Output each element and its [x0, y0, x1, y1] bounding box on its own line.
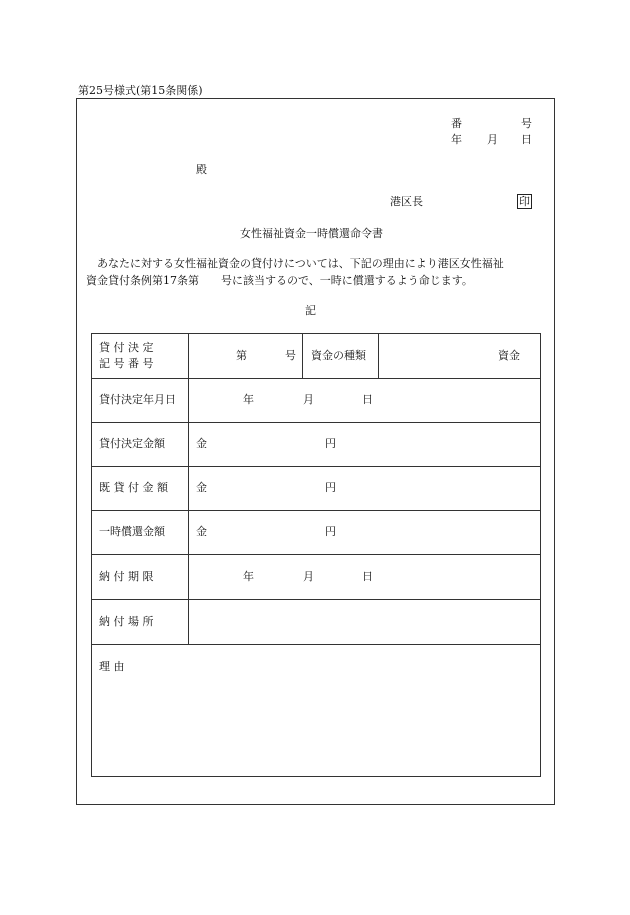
row6-label: 納 付 期 限: [99, 570, 154, 583]
paragraph-line-2: 資金貸付条例第17条第 号に該当するので、一時に償還するよう命じます。: [86, 274, 473, 287]
details-table: [91, 333, 541, 777]
row5-kin: 金: [196, 525, 207, 538]
row2-hi: 日: [362, 393, 373, 406]
form-number: 第25号様式(第15条関係): [78, 84, 203, 97]
body-paragraph: [86, 255, 548, 289]
row2-nen: 年: [243, 393, 254, 406]
year-label: 年: [451, 133, 462, 146]
addressee-dono: 殿: [196, 163, 207, 176]
ki-label: 記: [305, 304, 316, 317]
row1-label-line2: 記 号 番 号: [99, 357, 154, 370]
row1-shikin: 資金: [498, 349, 520, 362]
document-title: 女性福祉資金一時償還命令書: [240, 227, 383, 240]
row6-nen: 年: [243, 570, 254, 583]
row4-en: 円: [325, 481, 336, 494]
seal-mark: 印: [519, 195, 530, 208]
row5-label: 一時償還金額: [99, 525, 165, 538]
row3-label: 貸付決定金額: [99, 437, 165, 450]
sender-name: 港区長: [390, 195, 423, 208]
row7-label: 納 付 場 所: [99, 615, 154, 628]
month-label: 月: [487, 133, 498, 146]
row5-en: 円: [325, 525, 336, 538]
row1-dai: 第: [236, 349, 247, 362]
row2-label: 貸付決定年月日: [99, 393, 176, 406]
day-label: 日: [521, 133, 532, 146]
ban-label: 番: [451, 117, 462, 130]
row1-label-line1: 貸 付 決 定: [99, 341, 154, 354]
row4-kin: 金: [196, 481, 207, 494]
row3-kin: 金: [196, 437, 207, 450]
row6-hi: 日: [362, 570, 373, 583]
row1-type-label: 資金の種類: [311, 349, 366, 362]
row6-tsuki: 月: [303, 570, 314, 583]
row4-label: 既 貸 付 金 額: [99, 481, 168, 494]
go-label: 号: [521, 117, 532, 130]
row1-go: 号: [285, 349, 296, 362]
paragraph-line-1: あなたに対する女性福祉資金の貸付けについては、下記の理由により港区女性福祉: [97, 257, 504, 270]
row8-label: 理 由: [99, 660, 125, 673]
row3-en: 円: [325, 437, 336, 450]
row2-tsuki: 月: [303, 393, 314, 406]
